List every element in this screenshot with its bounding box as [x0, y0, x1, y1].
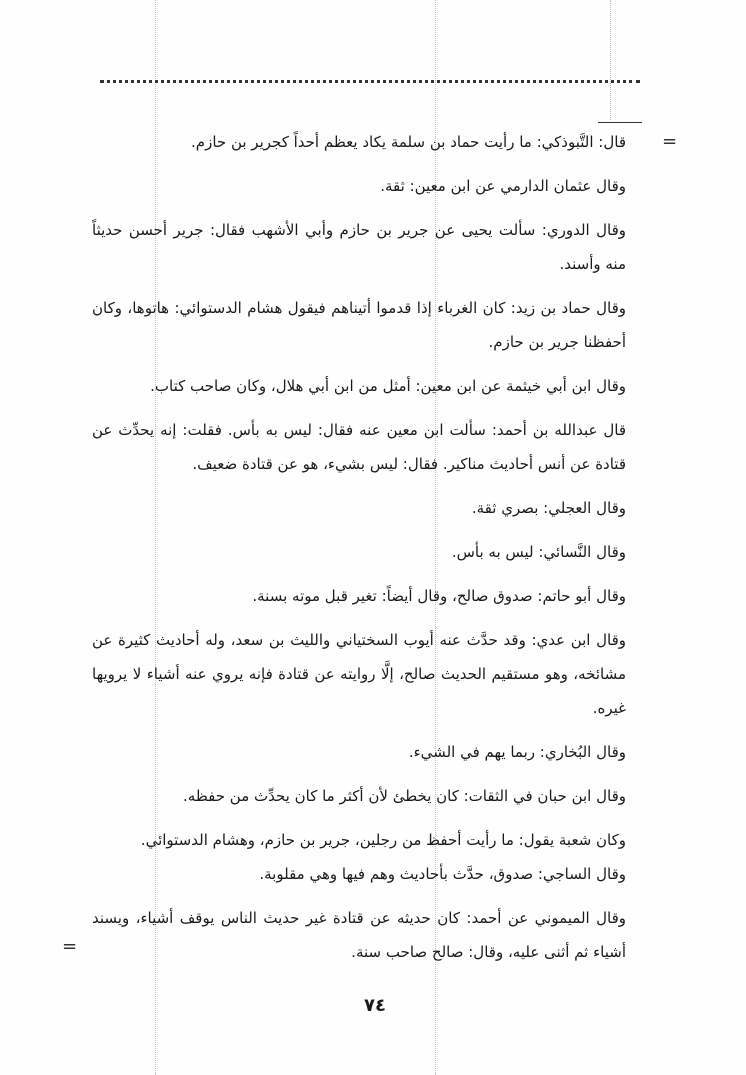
narrator-quote-maymuni: وقال الميموني عن أحمد: كان حديثه عن قتادة غير حديث الناس يوقف أشياء، ويسند أشياء ثم أثنى عليه، وقال: صالح صاحب سنة.: [92, 909, 626, 961]
narrator-quote-duri: وقال الدوري: سألت يحيى عن جرير بن حازم وأبي الأشهب فقال: جرير أحسن حديثاً منه وأسند.: [92, 221, 626, 273]
narrator-quote-shuba: وكان شعبة يقول: ما رأيت أحفظ من رجلين، جرير بن حازم، وهشام الدستوائي.: [140, 831, 626, 849]
narrator-quote-ibn-adi: وقال ابن عدي: وقد حدَّث عنه أيوب السختياني والليث بن سعد، وله أحاديث كثيرة عن مشائخه، وهو مستقيم الحديث صالح، إلَّا روايته عن قتادة فإنه يروي عنه أشياء لا يرويها غيره.: [92, 631, 626, 717]
continuation-mark-top: =: [662, 131, 678, 152]
continuation-mark-bottom: =: [62, 936, 78, 957]
narrator-quote-abu-hatim: وقال أبو حاتم: صدوق صالح، وقال أيضاً: تغير قبل موته بسنة.: [252, 587, 626, 605]
narrator-quote-ibn-hibban: وقال ابن حبان في الثقات: كان يخطئ لأن أكثر ما كان يحدِّث من حفظه.: [183, 787, 626, 805]
narrator-quote-ibn-abi-khaythama: وقال ابن أبي خيثمة عن ابن معين: أمثل من ابن أبي هلال، وكان صاحب كتاب.: [150, 377, 626, 395]
narrator-quote-ijli: وقال العجلي: بصري ثقة.: [471, 499, 626, 517]
narrator-quote-nasai: وقال النَّسائي: ليس به بأس.: [451, 543, 626, 561]
narrator-quote-darimi: وقال عثمان الدارمي عن ابن معين: ثقة.: [380, 177, 626, 195]
footnote-separator-rule: [598, 122, 642, 123]
footnote-text-block: [92, 125, 626, 979]
narrator-quote-abdullah: قال عبدالله بن أحمد: سألت ابن معين عنه فقال: ليس به بأس. فقلت: إنه يحدِّث عن قتادة عن أنس أحاديث مناكير. فقال: ليس بشيء، هو عن قتادة ضعيف.: [92, 421, 626, 473]
page-number: ٧٤: [364, 995, 386, 1016]
narrator-quote-tabudhaki: قال: التَّبوذكي: ما رأيت حماد بن سلمة يكاد يعظم أحداً كجرير بن حازم.: [191, 133, 626, 151]
narrator-quote-hammad: وقال حماد بن زيد: كان الغرباء إذا قدموا أتيناهم فيقول هشام الدستوائي: هاتوها، وكان أحفظنا جرير بن حازم.: [92, 299, 626, 351]
narrator-quote-saji: وقال الساجي: صدوق، حدَّث بأحاديث وهم فيها وهي مقلوبة.: [259, 865, 626, 883]
narrator-quote-bukhari: وقال البُخاري: ربما يهم في الشيء.: [408, 743, 626, 761]
scan-fold-line: [610, 0, 611, 120]
header-dotted-rule: [100, 80, 640, 83]
